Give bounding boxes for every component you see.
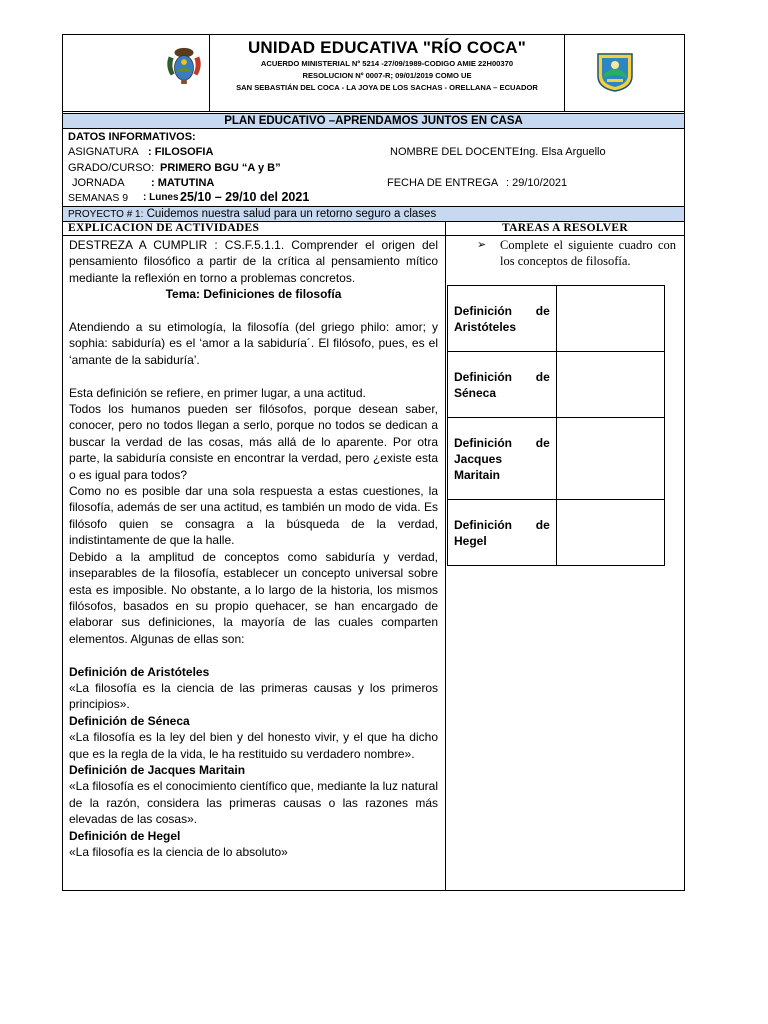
logo-left-cell xyxy=(63,35,210,112)
school-header xyxy=(63,35,684,112)
school-name: UNIDAD EDUCATIVA "RÍO COCA" xyxy=(247,38,527,57)
header-line-1: ACUERDO MINISTERIAL Nº 5214 -27/09/1989-CODIGO AMIE 22H00370 xyxy=(260,59,514,68)
semanas-value: 25/10 – 29/10 del 2021 xyxy=(180,190,310,204)
column-divider xyxy=(445,222,446,891)
table-row xyxy=(448,418,665,500)
tema-title: Tema: Definiciones de filosofía xyxy=(165,287,342,302)
definition-text: «La filosofía es la ciencia de lo absoluto» xyxy=(69,844,288,859)
arrow-bullet-icon: ➢ xyxy=(477,239,487,251)
ecuador-coat-of-arms-icon xyxy=(165,45,203,85)
header-line-3: SAN SEBASTIÁN DEL COCA - LA JOYA DE LOS SACHAS - ORELLANA – ECUADOR xyxy=(236,83,538,92)
row-label: Definición de Hegel xyxy=(448,500,557,566)
paragraph-2: Esta definición se refiere, en primer lugar, a una actitud. xyxy=(69,385,366,400)
destreza-text: DESTREZA A CUMPLIR : CS.F.5.1.1. Comprender el origen del pensamiento filosófico a partir de la crítica al pensamiento mítico mediante la reflexión en torno a problemas concretos. xyxy=(69,238,438,285)
school-crest-icon xyxy=(595,50,635,92)
grado-value: PRIMERO BGU “A y B” xyxy=(160,162,281,174)
definition-text: «La filosofía es el conocimiento científico que, mediante la luz natural de la razón, considera las primeras causas o las razones más elevadas de las cosas». xyxy=(69,779,438,827)
plan-title-band: PLAN EDUCATIVO –APRENDAMOS JUNTOS EN CASA xyxy=(63,113,684,129)
definitions-worksheet-table xyxy=(447,285,665,566)
grado-label: GRADO/CURSO: xyxy=(68,162,155,174)
row-label: Definición de Jacques Maritain xyxy=(448,418,557,500)
header-line-2: RESOLUCION Nº 0007-R; 09/01/2019 COMO UE xyxy=(302,71,472,80)
explicacion-content xyxy=(69,237,438,860)
task-instruction-text: Complete el siguiente cuadro con los conceptos de filosofía. xyxy=(500,238,676,268)
paragraph-1: Atendiendo a su etimología, la filosofía (del griego philo: amor; y sophia: sabiduría) es el ‘amor a la sabiduría´. El filósofo, pues, es el ‘amante de la sabiduría’. xyxy=(69,320,438,367)
answer-cell[interactable] xyxy=(556,418,664,500)
logo-right-cell xyxy=(564,35,684,112)
docente-value: Ing. Elsa Arguello xyxy=(520,146,606,158)
paragraph-3: Todos los humanos pueden ser filósofos, porque desean saber, conocer, pero no todos llegan a serlo, porque no todos se dedican a buscar la verdad de las cosas, más allá de lo aparente. Por otra parte, la sabiduría consiste en encontrar la verdad, pero ¿existe esta o es igual para todos? xyxy=(69,402,438,482)
definition-title: Definición de Séneca xyxy=(69,713,190,728)
table-row xyxy=(448,352,665,418)
definition-title: Definición de Aristóteles xyxy=(69,664,210,679)
definition-title: Definición de Jacques Maritain xyxy=(69,762,246,777)
definition-title: Definición de Hegel xyxy=(69,828,181,843)
jornada-label: JORNADA xyxy=(72,177,125,189)
row-label: Definición de Séneca xyxy=(448,352,557,418)
proyecto-label: PROYECTO # 1: xyxy=(68,209,144,220)
fecha-value: : 29/10/2021 xyxy=(506,177,568,189)
asignatura-label: ASIGNATURA xyxy=(68,146,139,158)
paragraph-4: Como no es posible dar una sola respuesta a estas cuestiones, la filosofía, además de ser una actitud, es también un modo de vida. Es filósofo quien se consagra a la búsqueda de la verdad, indistintamente de que la halle. xyxy=(69,484,438,548)
proyecto-band xyxy=(63,206,684,222)
docente-label: NOMBRE DEL DOCENTE: xyxy=(390,146,523,158)
datos-informativos xyxy=(63,129,684,206)
answer-cell[interactable] xyxy=(556,500,664,566)
asignatura-value: : FILOSOFIA xyxy=(148,146,214,158)
explicacion-header: EXPLICACION DE ACTIVIDADES xyxy=(68,222,260,234)
fecha-label: FECHA DE ENTREGA xyxy=(387,177,499,189)
paragraph-5: Debido a la amplitud de conceptos como sabiduría y verdad, inseparables de la filosofía, establecer un concepto universal sobre esta es imposible. No obstante, a lo largo de la historia, los mismos filósofos, basados en su propio quehacer, se han encargado de elaborar sus definiciones, la mayoría de las cuales comparten elementos. Algunas de ellas son: xyxy=(69,549,438,646)
semanas-label: SEMANAS 9 xyxy=(68,192,129,204)
task-instruction xyxy=(447,237,684,269)
answer-cell[interactable] xyxy=(556,286,664,352)
column-headers xyxy=(63,222,684,236)
table-row xyxy=(448,500,665,566)
table-row xyxy=(448,286,665,352)
semanas-sep: : Lunes xyxy=(143,192,179,203)
definition-text: «La filosofía es la ley del bien y del honesto vivir, y el que ha dicho que es la regla de la vida, le ha restituido su verdadero nombre». xyxy=(69,730,438,761)
datos-heading: DATOS INFORMATIVOS: xyxy=(68,131,196,143)
tareas-header: TAREAS A RESOLVER xyxy=(502,222,628,234)
answer-cell[interactable] xyxy=(556,352,664,418)
tareas-content xyxy=(447,237,684,548)
definition-text: «La filosofía es la ciencia de las primeras causas y los primeros principios». xyxy=(69,680,438,712)
header-center xyxy=(210,35,564,112)
jornada-value: : MATUTINA xyxy=(151,177,215,189)
proyecto-value: Cuidemos nuestra salud para un retorno seguro a clases xyxy=(146,208,437,220)
row-label: Definición de Aristóteles xyxy=(448,286,557,352)
document-page xyxy=(62,34,685,891)
